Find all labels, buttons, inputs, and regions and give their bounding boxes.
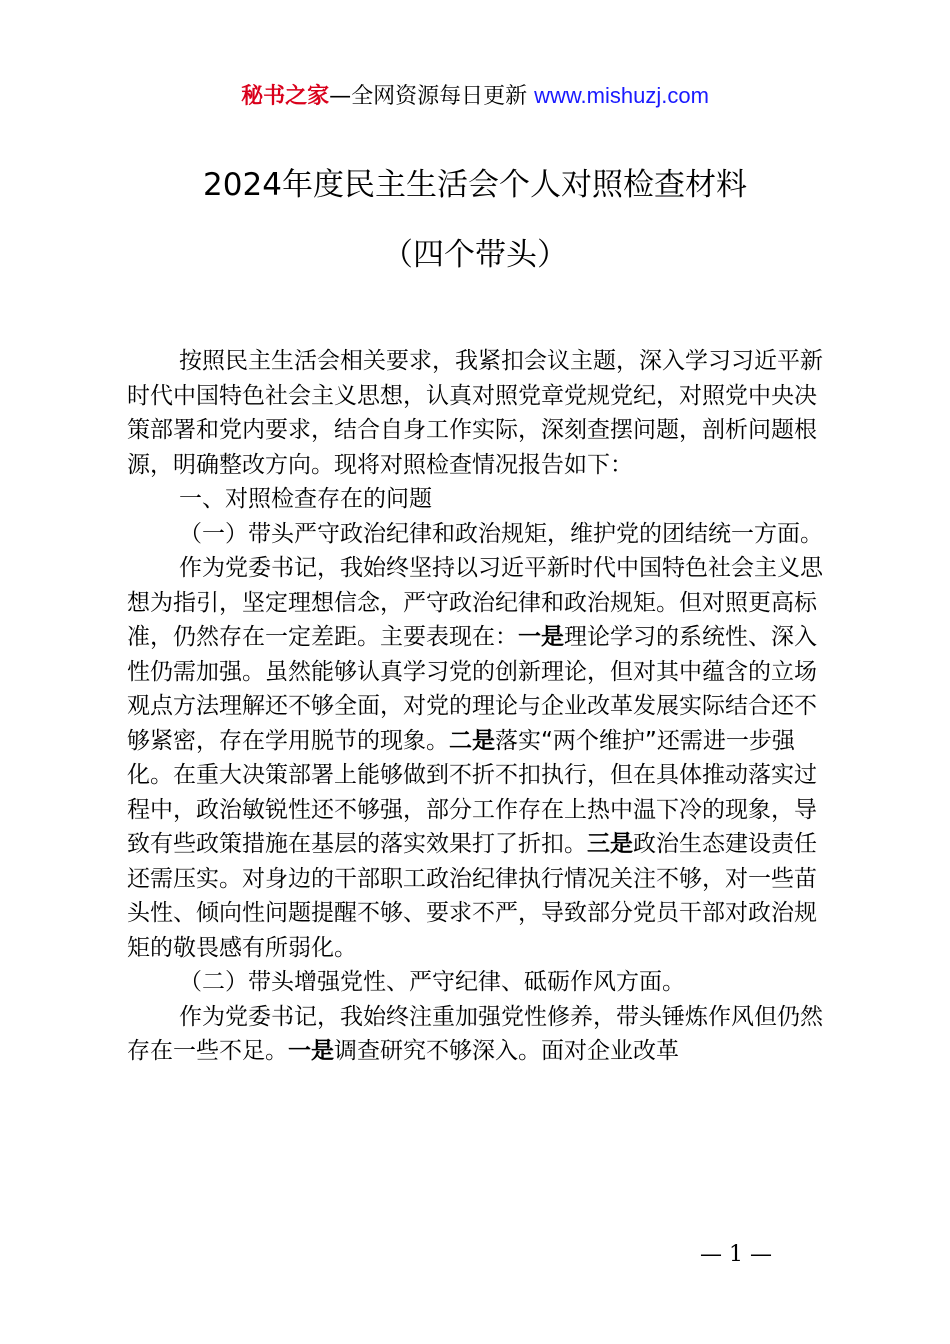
paragraph-text: 调查研究不够深入。面对企业改革 (334, 1038, 679, 1064)
site-url-link[interactable]: www.mishuzj.com (534, 83, 709, 108)
subsection-heading-2: （二）带头增强党性、严守纪律、砥砺作风方面。 (179, 969, 685, 995)
document-body (127, 344, 831, 1069)
section-heading-problems: 一、对照检查存在的问题 (179, 486, 432, 512)
paragraph-text: 作为党委书记，我始终注重加强党性修养，带头锤炼作风但仍然存在一些不足。 (127, 1003, 823, 1064)
point-label: 一是 (518, 624, 564, 650)
paragraph-text: 政治生态建设责任还需压实。对身边的干部职工政治纪律执行情况关注不够，对一些苗头性、倾向性问题提醒不够、要求不严，导致部分党员干部对政治规矩的敬畏感有所弱化。 (127, 831, 817, 961)
subsection-1-paragraph (127, 551, 831, 965)
page-number: — 1 — (700, 1242, 772, 1267)
subsection-heading-1: （一）带头严守政治纪律和政治规矩，维护党的团结统一方面。 (179, 520, 823, 547)
point-label: 二是 (449, 727, 495, 754)
document-subtitle: （四个带头） (382, 237, 568, 273)
paragraph-text: 作为党委书记，我始终坚持以习近平新时代中国特色社会主义思想为指引，坚定理想信念，严守政治纪律和政治规矩。但对照更高标准，仍然存在一定差距。主要表现在： (127, 555, 823, 650)
site-header (0, 80, 950, 113)
subsection-2-paragraph (127, 1000, 831, 1069)
paragraph-text: 理论学习的系统性、深入性仍需加强。虽然能够认真学习党的创新理论，但对其中蕴含的立场观点方法理解还不够全面，对党的理论与企业改革发展实际结合还不够紧密，存在学用脱节的现象。 (127, 624, 817, 754)
point-label: 三是 (587, 831, 633, 857)
intro-paragraph: 按照民主生活会相关要求，我紧扣会议主题，深入学习习近平新时代中国特色社会主义思想，认真对照党章党规党纪，对照党中央决策部署和党内要求，结合自身工作实际，深刻查摆问题，剖析问题根源，明确整改方向。现将对照检查情况报告如下： (127, 348, 823, 478)
point-label: 一是 (288, 1038, 334, 1064)
document-title: 2024年度民主生活会个人对照检查材料 (203, 167, 747, 203)
site-brand: 秘书之家 (241, 84, 330, 109)
site-tagline: —全网资源每日更新 (329, 84, 535, 109)
paragraph-text: 落实“两个维护”还需进一步强化。在重大决策部署上能够做到不折不扣执行，但在具体推动落实过程中，政治敏锐性还不够强，部分工作存在上热中温下冷的现象，导致有些政策措施在基层的落实效果打了折扣。 (127, 727, 817, 857)
